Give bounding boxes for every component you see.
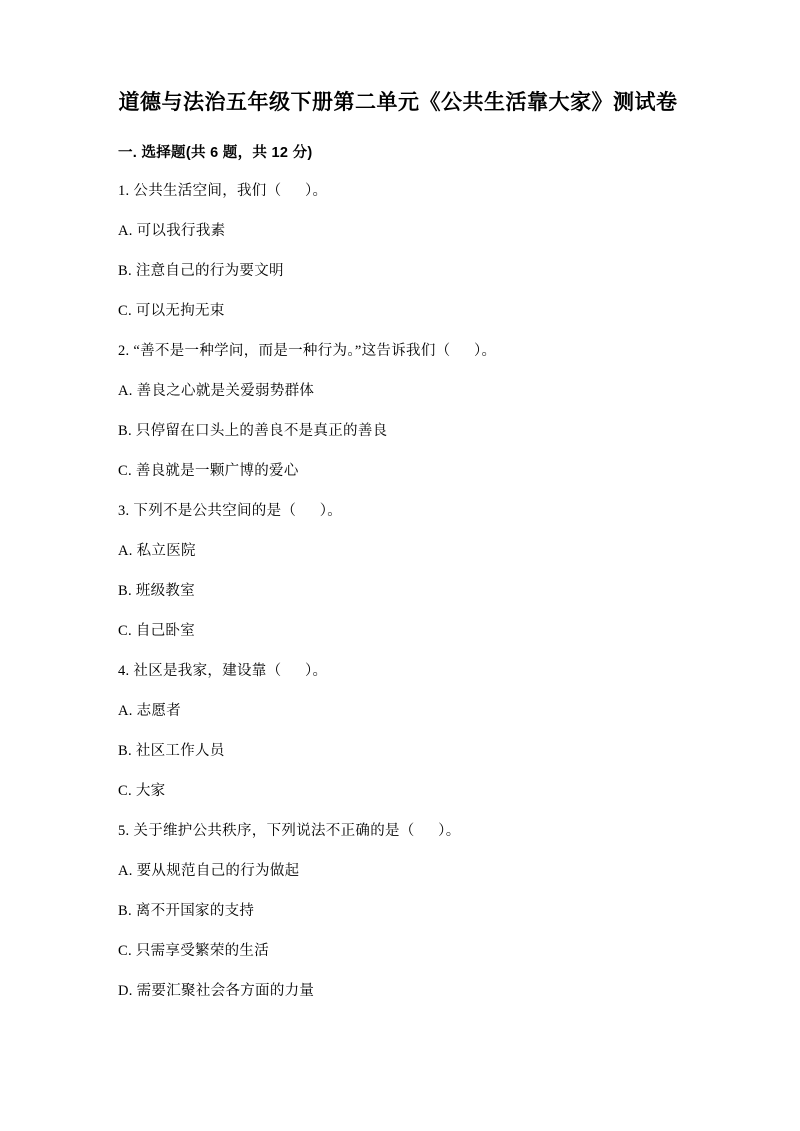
question-1-option-a: A. 可以我行我素 xyxy=(118,223,226,239)
question-4-stem: 4. 社区是我家，建设靠（ ）。 xyxy=(118,663,328,679)
question-3-option-a: A. 私立医院 xyxy=(118,543,196,559)
question-5-option-c: C. 只需享受繁荣的生活 xyxy=(118,943,270,959)
section-heading: 一. 选择题(共 6 题，共 12 分) xyxy=(118,145,313,161)
question-4-option-c: C. 大家 xyxy=(118,783,166,799)
document-content xyxy=(118,86,678,1020)
question-1-option-c: C. 可以无拘无束 xyxy=(118,303,225,319)
question-2-option-c: C. 善良就是一颗广博的爱心 xyxy=(118,463,299,479)
page-title: 道德与法治五年级下册第二单元《公共生活靠大家》测试卷 xyxy=(118,91,678,114)
question-5-option-a: A. 要从规范自己的行为做起 xyxy=(118,863,300,879)
question-2-stem: 2. “善不是一种学问，而是一种行为。”这告诉我们（ ）。 xyxy=(118,343,497,359)
question-1-stem: 1. 公共生活空间，我们（ ）。 xyxy=(118,183,328,199)
question-5-option-b: B. 离不开国家的支持 xyxy=(118,903,255,919)
question-4-option-b: B. 社区工作人员 xyxy=(118,743,225,759)
question-3-option-c: C. 自己卧室 xyxy=(118,623,196,639)
question-3-option-b: B. 班级教室 xyxy=(118,583,196,599)
question-2-option-b: B. 只停留在口头上的善良不是真正的善良 xyxy=(118,423,388,439)
question-5-stem: 5. 关于维护公共秩序，下列说法不正确的是（ ）。 xyxy=(118,823,461,839)
question-2-option-a: A. 善良之心就是关爱弱势群体 xyxy=(118,383,315,399)
question-1-option-b: B. 注意自己的行为要文明 xyxy=(118,263,284,279)
question-4-option-a: A. 志愿者 xyxy=(118,703,182,719)
question-3-stem: 3. 下列不是公共空间的是（ ）。 xyxy=(118,503,343,519)
question-5-option-d: D. 需要汇聚社会各方面的力量 xyxy=(118,983,315,999)
